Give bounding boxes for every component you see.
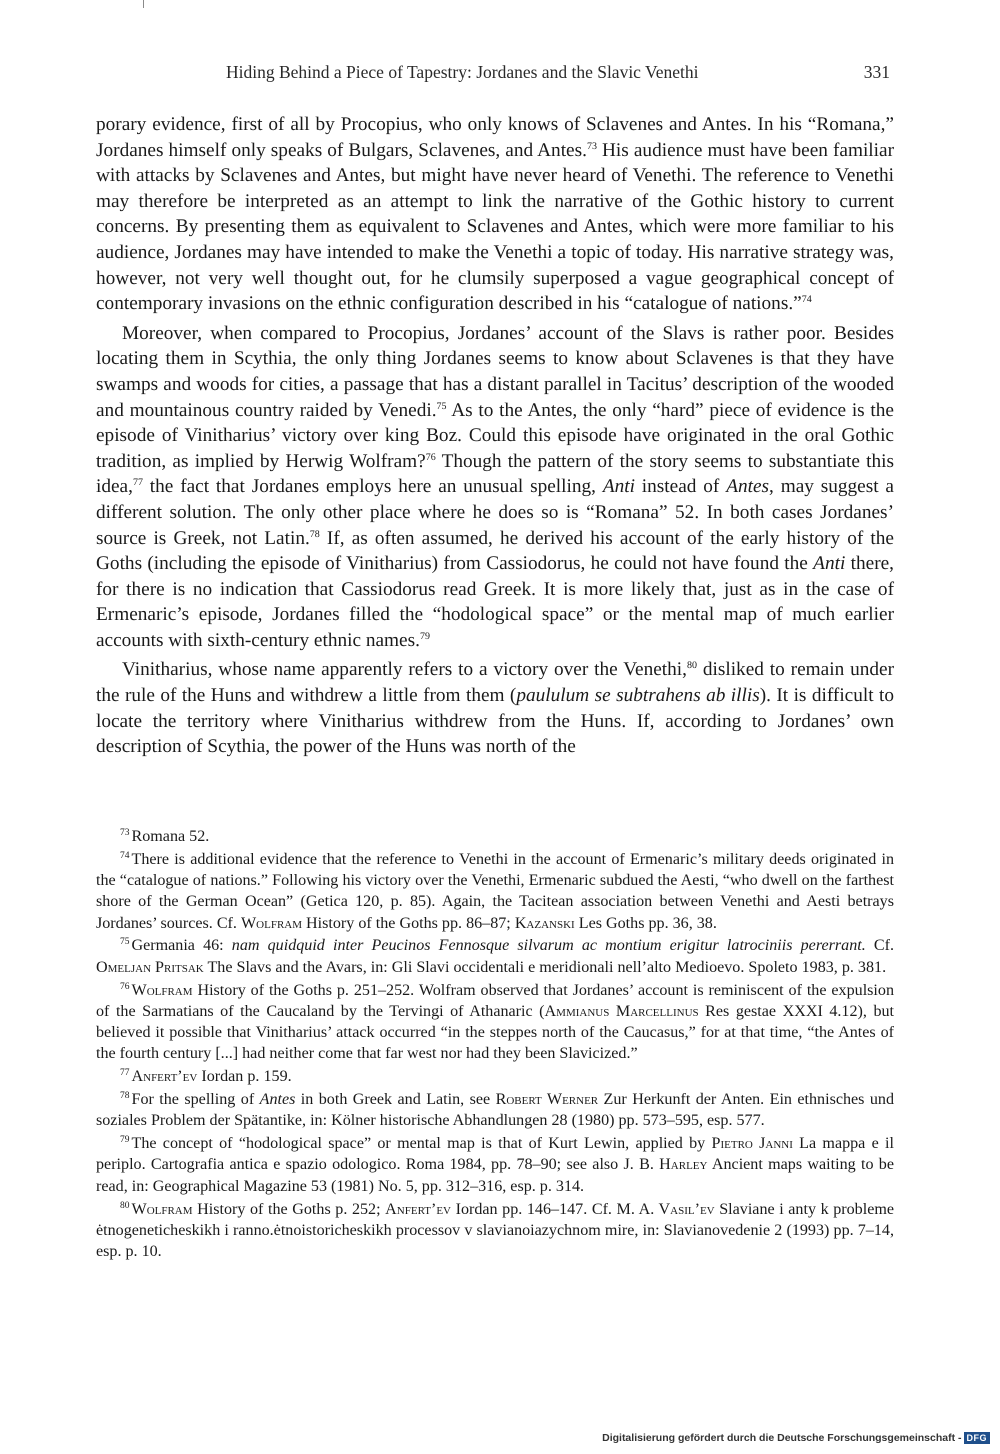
italic-text: Anti — [813, 553, 846, 575]
author-name: Wolfram — [131, 981, 193, 999]
text-run: in both Greek and Latin, see — [295, 1091, 496, 1109]
text-run: Cf. — [865, 937, 894, 955]
body-paragraph — [96, 112, 894, 317]
footnote-number: 75 — [120, 937, 130, 948]
author-name: Omeljan Pritsak — [96, 958, 204, 976]
digitization-footer — [602, 1430, 990, 1446]
author-name: Ammianus Marcellinus — [544, 1002, 699, 1020]
author-name: M. A. Vasil’ev — [616, 1200, 715, 1218]
author-name: Anfert’ev — [385, 1200, 451, 1218]
text-run: Slaviane i anty k probleme ėtnogeneticheskikh i ranno.ėtnoistoricheskikh processov v slavianoiazychnom mire, in: Slavianovedenie 2 (1993) pp. 7–14, esp. p. 10. — [96, 1200, 894, 1261]
text-run: The concept of “hodological space” or mental map is that of Kurt Lewin, applied by — [131, 1135, 712, 1153]
text-run: Res gestae XXXI 4.12), but believed it possible that Vinitharius’ attack occurred “in the steppes north of the Caucasus,” for at that time, “the Antes of the fourth century [...] had neither come that far west nor had they been Slavicized.” — [96, 1002, 895, 1063]
text-run: For the spelling of — [131, 1091, 260, 1109]
author-name: Pietro Janni — [711, 1135, 793, 1153]
footnote — [96, 1199, 894, 1263]
body-paragraph — [96, 321, 894, 654]
footnote-reference: 73 — [586, 140, 597, 152]
text-run: If, as often assumed, he derived his account of the early history of the Goths (including the episode of Vinitharius) from Cassiodorus, he could not have found the — [96, 527, 894, 575]
footnote-number: 77 — [120, 1068, 130, 1079]
footnote-reference: 74 — [801, 294, 812, 306]
text-run: , may suggest a different solution. The only other place where he does so is “Romana” 52. In both cases Jordanes’ source is Greek, not Latin. — [96, 476, 894, 549]
footnote — [96, 1089, 894, 1132]
author-name: J. B. Harley — [623, 1156, 708, 1174]
text-run: His audience must have been familiar with attacks by Sclavenes and Antes, but might have never heard of Venethi. The reference to Venethi may therefore be interpreted as an attempt to link the narrative of the Gothic history to current concerns. By presenting them as equivalent to Sclavenes and Antes, which were more familiar to his audience, Jordanes may have intended to make the Venethi a topic of today. His narrative strategy was, however, not very well thought out, for he clumsily superposed a vague geographical concept of contemporary invasions on the ethnic configuration described in his “catalogue of nations.” — [96, 139, 894, 315]
text-run: Vinitharius, whose name apparently refers to a victory over the Venethi, — [122, 659, 687, 681]
footnote — [96, 1133, 894, 1197]
footnote — [96, 935, 894, 978]
italic-text: Antes — [726, 476, 770, 498]
text-run: As to the Antes, the only “hard” piece of evidence is the episode of Vinitharius’ victory over king Boz. Could this episode have originated in the oral Gothic tradition, as implied by Herwig Wolfram? — [96, 399, 894, 472]
author-name: Wolfram — [240, 914, 303, 932]
footnote-number: 80 — [120, 1200, 130, 1211]
text-run: There is additional evidence that the reference to Venethi in the account of Ermenaric’s military deeds originated in the “catalogue of nations.” Following his victory over the Venethi, Ermenaric subdued the Aesti, “who dwell on the farthest shore of the German Ocean” (Getica 120, p. 85). Again, the Tacitean association between Venethi and Aesti betrays Jordanes’ sources. Cf. — [96, 850, 894, 932]
text-run: The Slavs and the Avars, in: Gli Slavi occidentali e meridionali nell’alto Medioevo. Spoleto 1983, p. 381. — [203, 958, 887, 976]
text-run: Iordan pp. 146–147. Cf. — [451, 1200, 617, 1218]
footnote — [96, 1066, 894, 1087]
text-run: History of the Goths p. 252; — [192, 1200, 386, 1218]
footnote — [96, 826, 894, 847]
body-paragraph — [96, 657, 894, 759]
footnote — [96, 980, 894, 1065]
footnote-number: 78 — [120, 1091, 130, 1102]
text-run: Germania 46: — [131, 937, 232, 955]
footnote-number: 74 — [120, 850, 130, 861]
footnote — [96, 849, 894, 934]
page-number: 331 — [863, 62, 890, 82]
author-name: Anfert’ev — [131, 1068, 198, 1086]
main-body-text — [96, 112, 894, 760]
text-run: porary evidence, first of all by Procopius, who only knows of Sclavenes and Antes. In his “Romana,” Jordanes himself only speaks of Bulgars, Sclavenes, and Antes. — [96, 114, 894, 161]
author-name: Wolfram — [131, 1200, 193, 1218]
text-run: Romana 52. — [131, 828, 210, 845]
footnotes-section — [96, 826, 894, 1264]
scan-artifact-mark — [143, 0, 144, 8]
digitization-credit: Digitalisierung gefördert durch die Deutsche Forschungsgemeinschaft - — [602, 1432, 962, 1444]
text-run: Zur Herkunft der Anten. Ein ethnisches und soziales Problem der Spätantike, in: Kölner historische Abhandlungen 28 (1980) pp. 573–595, esp. 577. — [96, 1091, 895, 1130]
text-run: instead of — [634, 476, 727, 498]
footnote-reference: 80 — [686, 660, 697, 672]
text-run: History of the Goths p. 251–252. Wolfram observed that Jordanes’ account is reminiscent of the expulsion of the Sarmatians of the Caucaland by the Tervingi of Athanaric ( — [96, 981, 894, 1020]
text-run: ). It is difficult to locate the territory where Vinitharius withdrew from the Huns. If, according to Jordanes’ own description of Scythia, the power of the Huns was north of the — [96, 685, 894, 758]
footnote-reference: 79 — [419, 630, 430, 642]
footnote-number: 79 — [120, 1135, 130, 1146]
text-run: disliked to remain under the rule of the Huns and withdrew a little from them ( — [96, 659, 894, 707]
author-name: Robert Werner — [495, 1091, 599, 1109]
footnote-reference: 78 — [309, 528, 320, 540]
text-run: History of the Goths pp. 86–87; — [302, 914, 515, 932]
text-run: the fact that Jordanes employs here an unusual spelling, — [142, 476, 603, 498]
running-title: Hiding Behind a Piece of Tapestry: Jordanes and the Slavic Venethi — [226, 62, 699, 82]
text-run: La mappa e il periplo. Cartografia antica e spazio odologico. Roma 1984, pp. 78–90; see also — [96, 1135, 894, 1174]
footnote-reference: 76 — [425, 451, 436, 463]
running-header — [96, 62, 896, 88]
italic-text: nam quidquid inter Peucinos Fennosque silvarum ac montium erigitur latrociniis pererrant. — [231, 937, 866, 955]
text-run: Les Goths pp. 36, 38. — [574, 914, 717, 932]
author-name: Kazanski — [514, 914, 575, 932]
text-run: Iordan p. 159. — [197, 1068, 292, 1086]
italic-text: Antes — [259, 1091, 296, 1109]
italic-text: Anti — [602, 476, 635, 498]
footnote-number: 76 — [120, 981, 130, 992]
footnote-reference: 75 — [436, 400, 447, 412]
italic-text: paululum se subtrahens ab illis — [516, 685, 760, 707]
text-run: there, for there is no indication that Cassiodorus read Greek. It is more likely that, just as in the case of Ermenaric’s episode, Jordanes filled the “hodological space” or the mental map of much earlier accounts with sixth-century ethnic names. — [96, 553, 894, 651]
footnote-number: 73 — [120, 828, 130, 838]
text-run: Moreover, when compared to Procopius, Jordanes’ account of the Slavs is rather poor. Besides locating them in Scythia, the only thing Jordanes seems to know about Sclavenes is that they have swamps and woods for cities, a passage that has a distant parallel in Tacitus’ description of the wooded and mountainous country raided by Venedi. — [96, 322, 894, 421]
footnote-reference: 77 — [132, 477, 143, 489]
dfg-logo: DFG — [964, 1432, 991, 1444]
text-run: Though the pattern of the story seems to substantiate this idea, — [96, 450, 894, 498]
text-run: Ancient maps waiting to be read, in: Geographical Magazine 53 (1981) No. 5, pp. 312–316, esp. p. 314. — [96, 1156, 894, 1195]
